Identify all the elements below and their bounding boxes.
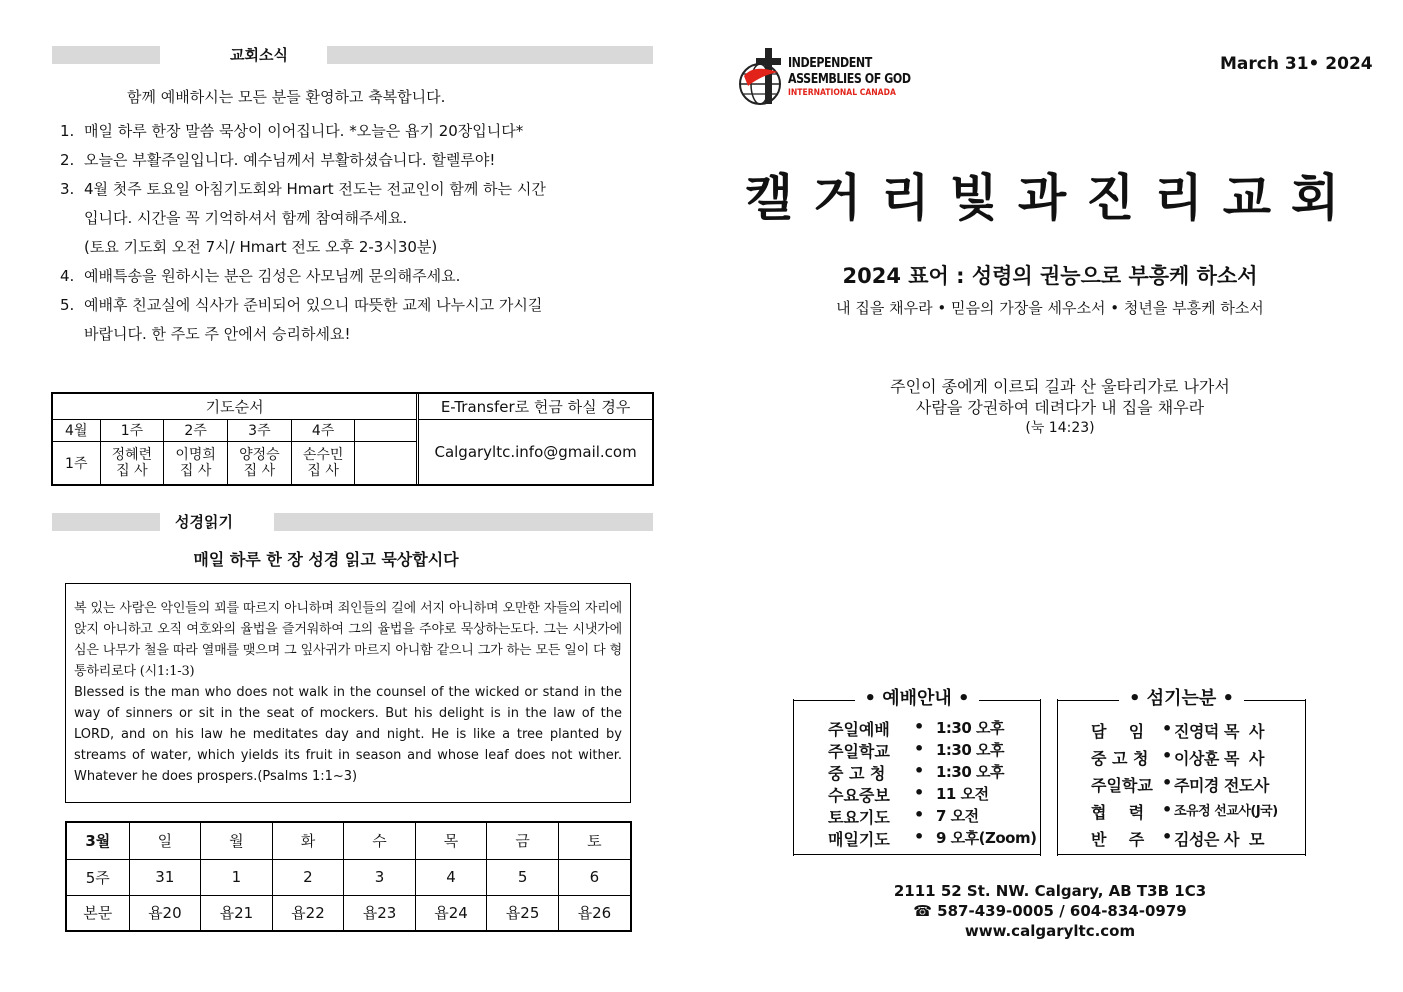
bullet-icon: • — [1162, 773, 1173, 792]
calendar-passage: 욥20 — [129, 895, 201, 931]
calendar-date: 5 — [487, 859, 559, 895]
week-header: 4주 — [291, 419, 355, 441]
scripture-quote — [760, 376, 1360, 439]
worship-service-time: 7 오전 — [936, 807, 979, 825]
week-header: 1주 — [100, 419, 164, 441]
worship-service-time: 1:30 오후 — [936, 741, 1005, 759]
scripture-line: 주인이 종에게 이르되 길과 산 울타리가로 나가서 — [890, 377, 1230, 396]
calendar-passage: 욥22 — [272, 895, 344, 931]
church-motto: 2024 표어 : 성령의 권능으로 부흥케 하소서 — [842, 264, 1258, 288]
calendar-date: 6 — [558, 859, 631, 895]
news-item-number: 2. — [60, 151, 75, 169]
calendar-date-row — [66, 859, 631, 895]
calendar-day-name: 금 — [487, 822, 559, 859]
bullet-icon: • — [914, 783, 925, 802]
calendar-passage: 욥25 — [487, 895, 559, 931]
calendar-header-row — [66, 822, 631, 859]
news-item-number: 3. — [60, 180, 75, 198]
worship-service-name: 수요중보 — [828, 786, 890, 805]
church-motto-sub: 내 집을 채우라 • 믿음의 가장을 세우소서 • 청년을 부흥케 하소서 — [836, 299, 1264, 317]
verse-korean: 복 있는 사람은 악인들의 꾀를 따르지 아니하며 죄인들의 길에 서지 아니하며 오만한 자들의 자리에 앉지 아니하고 오직 여호와의 율법을 즐거워하여 그의 율법을 주야로 묵상하는도다. 그는 시냇가에 심은 나무가 철을 따라 열매를 맺으며 그 잎사귀가 마르지 아니함 같으니 그가 하는 모든 일이 다 형통하리로다 (시1:1-3) — [74, 601, 622, 679]
etransfer-title: E-Transfer로 헌금 하실 경우 — [419, 393, 653, 419]
scripture-line: 사람을 강권하여 데려다가 내 집을 채우라 — [915, 398, 1205, 417]
logo-line1: INDEPENDENT — [788, 56, 872, 71]
staff-role: 반 주 — [1091, 830, 1145, 849]
calendar-passage: 욥21 — [201, 895, 273, 931]
staff-title: • 섬기는분 • — [1128, 688, 1235, 709]
news-item-line: 오늘은 부활주일입니다. 예수님께서 부활하셨습니다. 할렐루야! — [84, 151, 496, 169]
prayer-month: 4월 — [52, 419, 100, 441]
staff-name: 조유정 선교사(J국) — [1174, 804, 1278, 819]
staff-name: 주미경 전도사 — [1174, 776, 1269, 795]
bullet-icon: • — [914, 739, 925, 758]
worship-service-name: 주일학교 — [828, 742, 890, 761]
worship-service-time: 11 오전 — [936, 785, 989, 803]
calendar-day-name: 일 — [129, 822, 201, 859]
news-item-line: 4월 첫주 토요일 아침기도회와 Hmart 전도는 전교인이 함께 하는 시간 — [84, 180, 546, 198]
bible-subtitle: 매일 하루 한 장 성경 읽고 묵상합시다 — [193, 550, 459, 569]
staff-role: 담 임 — [1091, 722, 1145, 741]
prayer-person — [355, 441, 417, 485]
news-item-number: 1. — [60, 122, 75, 140]
news-item-line: 매일 하루 한장 말씀 묵상이 이어집니다. *오늘은 욥기 20장입니다* — [84, 122, 524, 140]
bible-section-header — [52, 513, 653, 531]
worship-service-time: 1:30 오후 — [936, 719, 1005, 737]
church-address: 2111 52 St. NW. Calgary, AB T3B 1C3 — [893, 882, 1207, 900]
church-website[interactable]: www.calgaryltc.com — [964, 922, 1136, 940]
scripture-reference: (눅 14:23) — [1025, 420, 1095, 436]
staff-box — [1057, 688, 1306, 855]
calendar-day-name: 목 — [415, 822, 487, 859]
staff-role: 협 력 — [1091, 803, 1145, 822]
news-item-line: 예배특송을 원하시는 분은 김성은 사모님께 문의해주세요. — [84, 267, 461, 285]
bullet-icon: • — [914, 761, 925, 780]
week-header: 2주 — [164, 419, 228, 441]
bulletin-date: March 31• 2024 — [1220, 54, 1373, 74]
calendar-passage-label: 본문 — [66, 895, 129, 931]
week-header — [355, 419, 417, 441]
calendar-day-name: 토 — [558, 822, 631, 859]
church-name: 캘거리빛과진리교회 — [744, 169, 1360, 227]
calendar-passage: 욥26 — [558, 895, 631, 931]
prayer-person: 손수민 집 사 — [291, 441, 355, 485]
bullet-icon: • — [1162, 800, 1173, 819]
bullet-icon: • — [914, 805, 925, 824]
bullet-icon: • — [1162, 719, 1173, 738]
staff-name: 이상훈 목 사 — [1174, 749, 1264, 768]
calendar-passage: 욥23 — [344, 895, 416, 931]
calendar-week: 5주 — [66, 859, 129, 895]
prayer-person: 양정승 집 사 — [228, 441, 292, 485]
bullet-icon: • — [914, 717, 925, 736]
welcome-text: 함께 예배하시는 모든 분들 환영하고 축복합니다. — [127, 88, 446, 106]
prayer-order-title: 기도순서 — [52, 393, 417, 419]
bullet-icon: • — [914, 827, 925, 846]
calendar-day-name: 월 — [201, 822, 273, 859]
news-item-line: 바랍니다. 한 주도 주 안에서 승리하세요! — [84, 325, 351, 343]
prayer-row-label: 1주 — [52, 441, 100, 485]
calendar-day-name: 수 — [344, 822, 416, 859]
calendar-date: 4 — [415, 859, 487, 895]
bullet-icon: • — [1162, 746, 1173, 765]
contact-block — [800, 881, 1300, 941]
bible-verse-box — [65, 583, 631, 803]
calendar-passage-row — [66, 895, 631, 931]
worship-title: • 예배안내 • — [864, 688, 970, 709]
bullet-icon: • — [1162, 827, 1173, 846]
news-item-number: 4. — [60, 267, 75, 285]
worship-service-name: 중 고 청 — [828, 764, 886, 783]
worship-service-name: 토요기도 — [828, 808, 890, 827]
news-section-header — [52, 46, 653, 64]
news-item-line: 입니다. 시간을 꼭 기억하셔서 함께 참여해주세요. — [84, 209, 408, 227]
calendar-passage: 욥24 — [415, 895, 487, 931]
prayer-schedule-table — [51, 392, 654, 486]
news-item-number: 5. — [60, 296, 75, 314]
worship-service-time: 9 오후(Zoom) — [936, 829, 1037, 847]
calendar-day-name: 화 — [272, 822, 344, 859]
calendar-month: 3월 — [66, 822, 129, 859]
staff-name: 진영덕 목 사 — [1174, 722, 1264, 741]
worship-service-name: 매일기도 — [828, 830, 890, 849]
news-section-title: 교회소식 — [230, 46, 288, 64]
church-phone: ☎ 587-439-0005 / 604-834-0979 — [913, 902, 1187, 920]
offering-email: Calgaryltc.info@gmail.com — [419, 419, 653, 485]
calendar-date: 1 — [201, 859, 273, 895]
staff-role: 중 고 청 — [1091, 749, 1149, 768]
staff-role: 주일학교 — [1091, 776, 1153, 795]
week-header: 3주 — [228, 419, 292, 441]
logo-line2: ASSEMBLIES OF GOD — [788, 72, 911, 87]
worship-service-name: 주일예배 — [828, 720, 890, 739]
calendar-date: 3 — [344, 859, 416, 895]
staff-name: 김성은 사 모 — [1174, 830, 1264, 849]
bible-section-title: 성경읽기 — [175, 513, 233, 531]
calendar-date: 31 — [129, 859, 201, 895]
worship-service-time: 1:30 오후 — [936, 763, 1005, 781]
news-item-line: (토요 기도회 오전 7시/ Hmart 전도 오후 2-3시30분) — [84, 238, 438, 256]
news-list — [60, 117, 660, 357]
reading-calendar — [65, 821, 632, 932]
news-item-line: 예배후 친교실에 식사가 준비되어 있으니 따뜻한 교제 나누시고 가시길 — [84, 296, 543, 314]
prayer-person: 정혜련 집 사 — [100, 441, 164, 485]
globe-cross-icon — [738, 46, 794, 108]
worship-schedule-box — [793, 688, 1041, 855]
verse-english: Blessed is the man who does not walk in the counsel of the wicked or stand in the way of sinners or sit in the seat of mockers. But his delight is in the law of the LORD, and on his law he meditates day and night. He is like a tree planted by streams of water, which yields its fruit in season and whose leaf does not wither. Whatever he does prospers.(Psalms 1:1~3) — [74, 685, 622, 784]
calendar-date: 2 — [272, 859, 344, 895]
prayer-person: 이명희 집 사 — [164, 441, 228, 485]
logo-line3: INTERNATIONAL CANADA — [788, 88, 896, 98]
iag-logo — [738, 46, 918, 108]
